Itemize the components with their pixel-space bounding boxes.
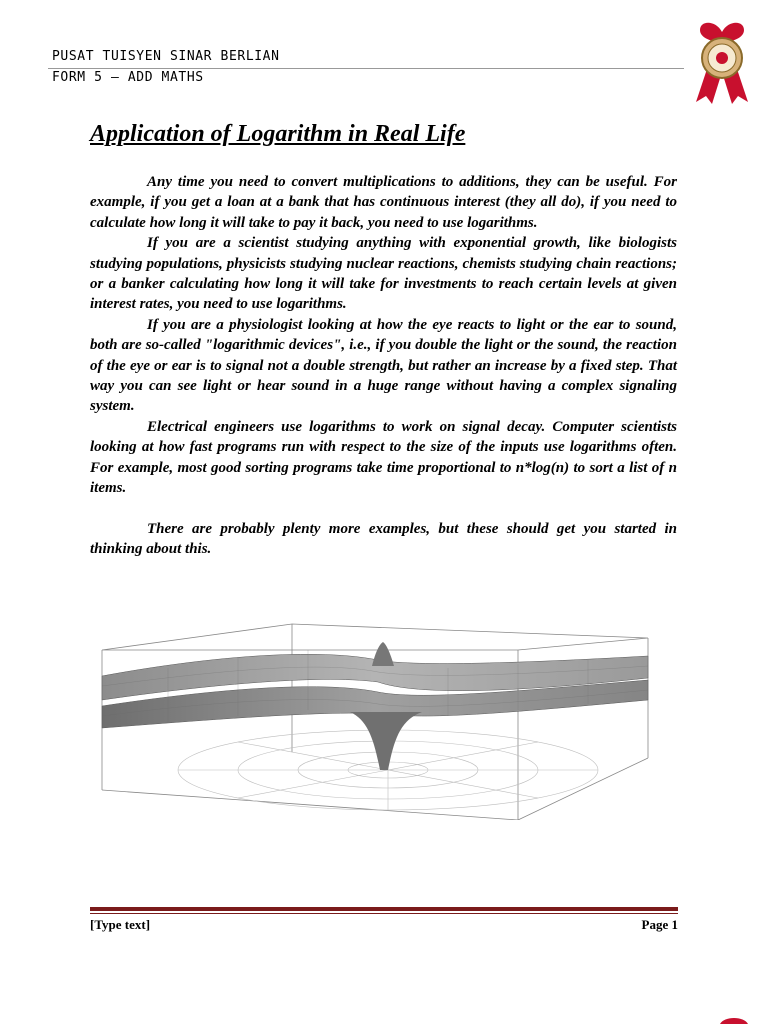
ribbon-seal-icon [686, 16, 758, 106]
paragraph: If you are a scientist studying anything with exponential growth, like biologists studying populations, physicists studying nuclear reactions, chemists studying chain reactions; or a banker calculating how long it will take for investments to reach certain levels at given interest rates, you need to use logarithms. [90, 235, 677, 313]
paragraph: Electrical engineers use logarithms to work on signal decay. Computer scientists looking at how fast programs run with respect to the size of the inputs use logarithms often. For example, most good sorting programs take time proportional to n*log(n) to sort a list of n items. [90, 418, 677, 497]
page-number: Page 1 [641, 917, 678, 932]
document-header [52, 46, 280, 88]
log-surface-plot [88, 620, 678, 820]
paragraph: There are probably plenty more examples, but these should get you started in thinking about this. [90, 520, 677, 557]
document-title: Application of Logarithm in Real Life [90, 121, 466, 147]
body-text [90, 172, 677, 559]
header-line-1: PUSAT TUISYEN SINAR BERLIAN [52, 49, 280, 64]
paragraph: If you are a physiologist looking at how the eye reacts to light or the ear to sound, both are so-called "logarithmic devices", i.e., if you double the light or the sound, the reaction of the eye or ear is to signal not a double strength, but rather an increase by a fixed step. That way you can see light or hear sound in a huge range without having a complex signaling system. [90, 316, 677, 415]
header-line-2: FORM 5 – ADD MATHS [52, 70, 204, 85]
ribbon-corner-icon [714, 1014, 754, 1024]
footer-divider-thick [90, 907, 678, 911]
footer-left-text: [Type text] [90, 917, 151, 932]
header-divider [48, 68, 684, 69]
footer-divider-thin [90, 913, 678, 914]
paragraph: Any time you need to convert multiplications to additions, they can be useful. For example, if you get a loan at a bank that has continuous interest (they all do), if you need to calculate how long it will take to pay it back, you need to use logarithms. [90, 174, 677, 231]
